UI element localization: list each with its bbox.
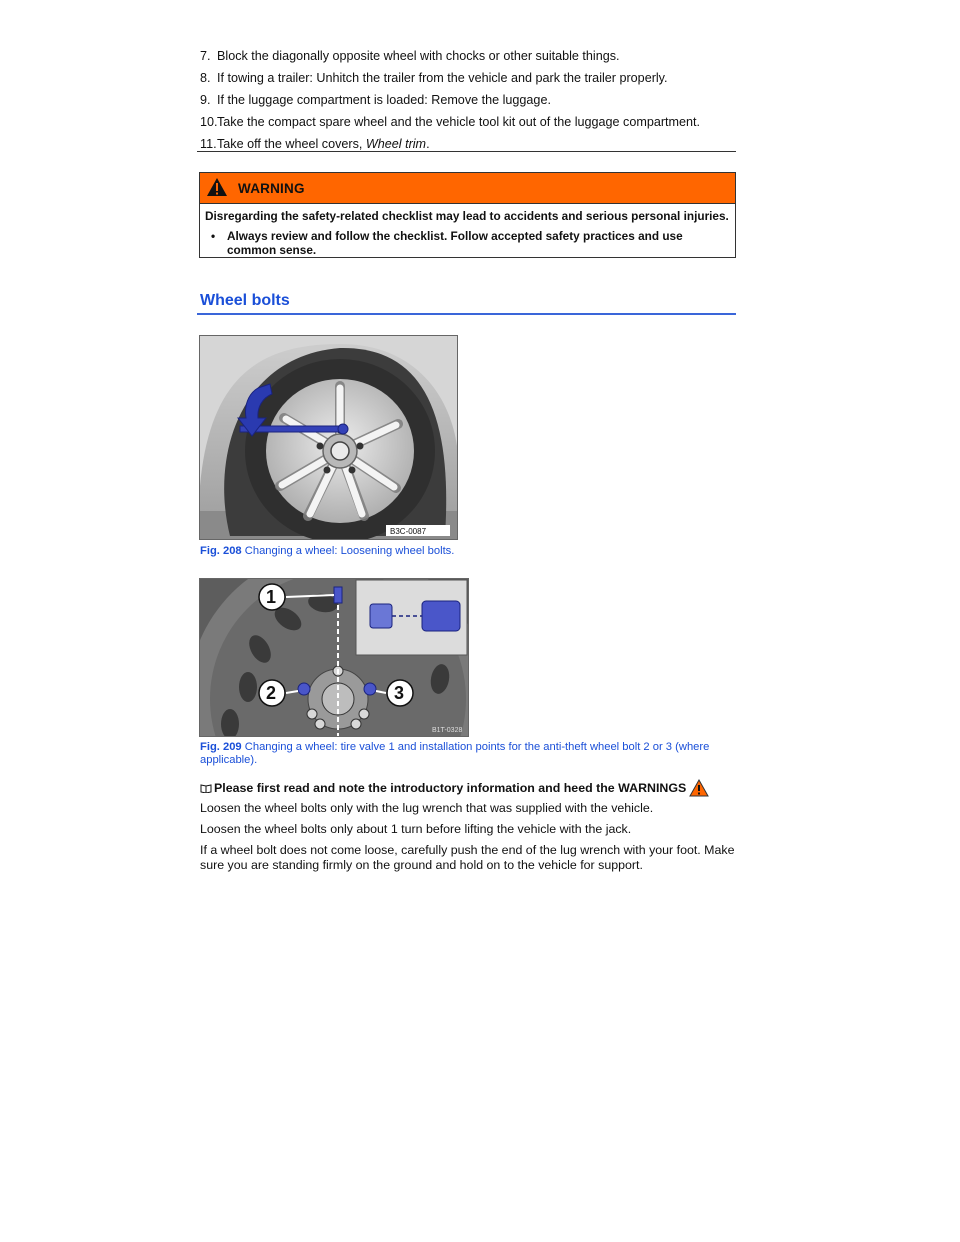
step-text: If towing a trailer: Unhitch the trailer from the vehicle and park the trailer properly. xyxy=(217,71,668,85)
body-paragraph: Loosen the wheel bolts only with the lug wrench that was supplied with the vehicle. xyxy=(200,801,654,815)
figure-caption xyxy=(200,741,720,767)
callout-1: 1 xyxy=(266,587,277,607)
step-text: Take the compact spare wheel and the vehicle tool kit out of the luggage compartment. xyxy=(217,115,701,129)
wheel-trim-link[interactable]: Wheel trim xyxy=(365,137,427,151)
step-item xyxy=(200,137,740,152)
warning-triangle-icon xyxy=(206,177,228,197)
figure-caption xyxy=(200,545,720,558)
book-icon xyxy=(200,783,212,793)
figure-code: B1T-0328 xyxy=(432,727,463,734)
figure-label: Fig. 208 xyxy=(200,545,242,557)
figure-loosening-wheel-bolts xyxy=(199,335,458,540)
figure-code: B3C-0087 xyxy=(390,527,427,536)
step-item xyxy=(200,49,740,64)
figure-caption-text: Changing a wheel: Loosening wheel bolts. xyxy=(244,545,455,557)
warning-text: Disregarding the safety-related checklist may lead to accidents and serious personal injuries. xyxy=(205,209,729,223)
warning-title: WARNING xyxy=(238,181,305,196)
intro-note xyxy=(200,779,709,797)
warning-bullet xyxy=(205,229,730,257)
warning-triangle-icon[interactable] xyxy=(689,779,709,797)
callout-3: 3 xyxy=(394,683,405,703)
step-text: Take off the wheel covers, xyxy=(217,137,366,151)
body-paragraph: Loosen the wheel bolts only about 1 turn before lifting the vehicle with the jack. xyxy=(200,822,632,836)
instruction-steps xyxy=(200,49,740,159)
step-text: If the luggage compartment is loaded: Remove the luggage. xyxy=(217,93,551,107)
step-item xyxy=(200,71,740,86)
warning-body xyxy=(200,204,735,257)
step-number: 10. xyxy=(200,115,218,129)
figure-tire-valve-anti-theft-bolt xyxy=(199,578,469,737)
step-number: 11. xyxy=(200,137,217,151)
step-number: 7. xyxy=(200,49,211,63)
bullet-icon: • xyxy=(211,229,216,243)
section-divider xyxy=(197,151,736,152)
step-item xyxy=(200,93,740,108)
callout-2: 2 xyxy=(266,683,277,703)
figure-caption-text: Changing a wheel: tire valve 1 and installation points for the anti-theft wheel bolt 2 or 3 (where applicable). xyxy=(200,741,710,766)
steel-wheel-illustration xyxy=(200,579,468,736)
intro-text: Please first read and note the introductory information and heed the WARNINGS xyxy=(214,781,687,795)
warning-header xyxy=(200,173,735,204)
body-paragraph: If a wheel bolt does not come loose, carefully push the end of the lug wrench with your foot. Make sure you are standing firmly on the ground and hold on to the vehicle for support. xyxy=(200,843,735,872)
section-title: Wheel bolts xyxy=(200,292,290,309)
step-number: 9. xyxy=(200,93,211,107)
warning-box xyxy=(199,172,736,258)
wheel-illustration xyxy=(200,336,457,539)
step-item xyxy=(200,115,740,130)
figure-label: Fig. 209 xyxy=(200,741,242,753)
section-title-underline xyxy=(197,313,736,315)
step-text: Block the diagonally opposite wheel with chocks or other suitable things. xyxy=(217,49,620,63)
step-text-tail: . xyxy=(426,137,430,151)
warning-bullet-text: Always review and follow the checklist. Follow accepted safety practices and use common sense. xyxy=(227,229,683,257)
step-number: 8. xyxy=(200,71,211,85)
